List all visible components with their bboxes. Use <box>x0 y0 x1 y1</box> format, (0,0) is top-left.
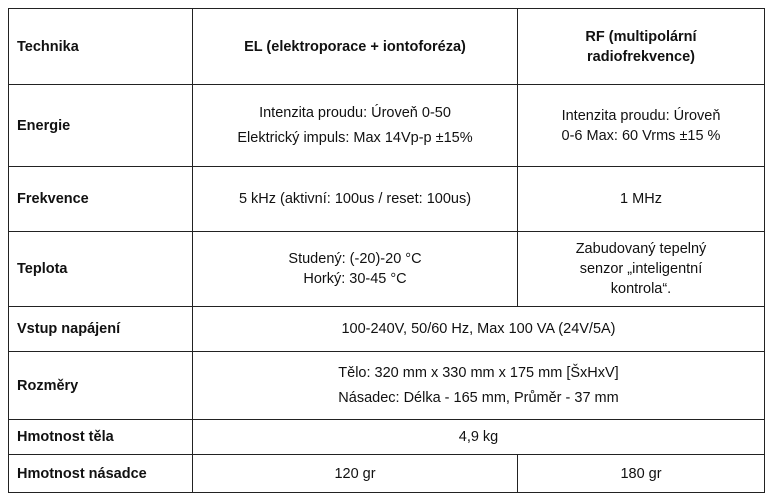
energy-el <box>193 85 518 167</box>
header-rf-line2: radiofrekvence) <box>587 48 695 65</box>
dimensions-label: Rozměry <box>9 352 193 420</box>
energy-label: Energie <box>9 85 193 167</box>
table-row-dimensions <box>9 352 765 420</box>
power-value: 100-240V, 50/60 Hz, Max 100 VA (24V/5A) <box>193 307 765 352</box>
table-row-frequency <box>9 167 765 232</box>
frequency-label: Frekvence <box>9 167 193 232</box>
dimensions-value <box>193 352 765 420</box>
energy-rf-line1: Intenzita proudu: Úroveň <box>561 107 721 124</box>
energy-el-line2: Elektrický impuls: Max 14Vp-p ±15% <box>237 130 473 146</box>
body-weight-label: Hmotnost těla <box>9 420 193 455</box>
table-row-power <box>9 307 765 352</box>
dimensions-line2: Násadec: Délka - 165 mm, Průměr - 37 mm <box>338 390 619 406</box>
header-technique: Technika <box>9 9 193 85</box>
energy-el-line1: Intenzita proudu: Úroveň 0-50 <box>259 105 451 121</box>
temperature-rf-line2: senzor „inteligentní <box>579 261 703 277</box>
energy-rf <box>518 85 765 167</box>
spec-table <box>8 8 765 493</box>
header-rf <box>518 9 765 85</box>
frequency-rf: 1 MHz <box>518 167 765 232</box>
table-row-body-weight <box>9 420 765 455</box>
temperature-label: Teplota <box>9 232 193 307</box>
temperature-rf <box>518 232 765 307</box>
power-label: Vstup napájení <box>9 307 193 352</box>
header-rf-line1: RF (multipolární <box>585 28 697 45</box>
table-row-handpiece-weight <box>9 455 765 493</box>
temperature-el-line2: Horký: 30-45 °C <box>303 271 407 287</box>
table-row-temperature <box>9 232 765 307</box>
handpiece-weight-rf: 180 gr <box>518 455 765 493</box>
temperature-el-line1: Studený: (-20)-20 °C <box>288 251 422 267</box>
handpiece-weight-label: Hmotnost násadce <box>9 455 193 493</box>
temperature-rf-line3: kontrola“. <box>610 281 672 297</box>
temperature-el <box>193 232 518 307</box>
temperature-rf-line1: Zabudovaný tepelný <box>575 241 707 257</box>
table-row-header <box>9 9 765 85</box>
handpiece-weight-el: 120 gr <box>193 455 518 493</box>
body-weight-value: 4,9 kg <box>193 420 765 455</box>
energy-rf-line2: 0-6 Max: 60 Vrms ±15 % <box>561 127 721 144</box>
dimensions-line1: Tělo: 320 mm x 330 mm x 175 mm [ŠxHxV] <box>338 365 619 381</box>
frequency-el: 5 kHz (aktivní: 100us / reset: 100us) <box>193 167 518 232</box>
table-row-energy <box>9 85 765 167</box>
header-el: EL (elektroporace + iontoforéza) <box>193 9 518 85</box>
